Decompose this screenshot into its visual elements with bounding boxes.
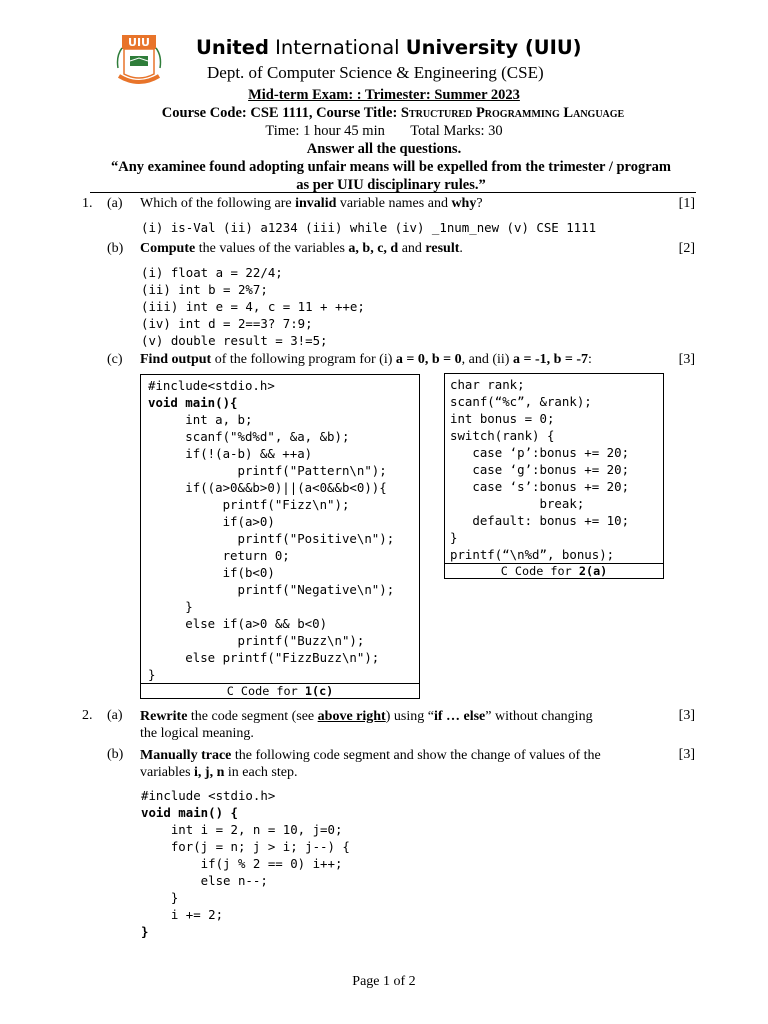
code-line: else if(a>0 && b<0) [148,616,328,631]
question-2b-label: (b) [107,747,124,762]
question-2b-marks: [3] [678,747,695,762]
question-1b-marks: [2] [678,241,695,256]
answer-all-instruction: Answer all the questions. [306,141,462,157]
code-line: } [450,530,458,545]
code-line: } [141,890,179,905]
code-line: scanf(“%c”, &rank); [450,394,592,409]
code-line: if((a>0&&b>0)||(a<0&&b<0)){ [148,480,387,495]
code-line: void main(){ [148,395,238,410]
uiu-logo [116,34,186,94]
code-line: (i) float a = 22/4; [141,265,283,280]
question-2a-text [140,708,665,742]
university-title: United International University (UIU) [196,36,582,59]
code-line: char rank; [450,377,525,392]
code-line: if(b<0) [148,565,275,580]
code-line: case ‘s’:bonus += 20; [450,479,630,494]
code-line: } [141,924,149,939]
code-line: int a, b; [148,412,253,427]
code-line: #include <stdio.h> [141,788,276,803]
question-1c-marks: [3] [678,352,695,367]
question-1c-text: Find output of the following program for (i) a = 0, b = 0, and (ii) a = -1, b = -7: [140,352,592,367]
code-line: printf("Pattern\n"); [148,463,387,478]
question-2b-text [140,747,665,781]
code-line: i += 2; [141,907,224,922]
code-line: if(j % 2 == 0) i++; [141,856,343,871]
code-line: printf("Fizz\n"); [148,497,350,512]
question-1b-code [141,264,365,349]
code-line: (ii) int b = 2%7; [141,282,268,297]
code-line: (v) double result = 3!=5; [141,333,328,348]
code-line: (iv) int d = 2==3? 7:9; [141,316,313,331]
code-line: else printf("FizzBuzz\n"); [148,650,380,665]
code-line: scanf("%d%d", &a, &b); [148,429,350,444]
code-box-2a [444,373,664,579]
code-line: if(!(a-b) && ++a) [148,446,313,461]
code-line: printf("Positive\n"); [148,531,395,546]
code-line: break; [450,496,585,511]
code-1c-caption: C Code for 1(c) [141,683,419,698]
code-line: } [148,599,193,614]
page-number: Page 1 of 2 [352,974,416,989]
code-line: for(j = n; j > i; j--) { [141,839,350,854]
question-2a-marks: [3] [678,708,695,723]
question-2b-code [141,787,350,940]
code-line: int i = 2, n = 10, j=0; [141,822,343,837]
question-2-number: 2. [82,708,93,723]
department-name: Dept. of Computer Science & Engineering (CSE) [207,63,544,82]
question-2b-line2: variables i, j, n in each step. [140,765,298,780]
disciplinary-warning: “Any examinee found adopting unfair means will be expelled from the trimester / program as per UIU disciplinary rules.” [111,159,671,193]
code-line: default: bonus += 10; [450,513,630,528]
question-1-number: 1. [82,196,93,211]
question-2a-line1: Rewrite the code segment (see above right) using “if … else” without changing [140,709,593,724]
code-2a-body [445,374,663,563]
code-line: void main() { [141,805,238,820]
code-line: case ‘p’:bonus += 20; [450,445,630,460]
code-line: #include<stdio.h> [148,378,275,393]
question-1a-text: Which of the following are invalid variable names and why? [140,196,483,211]
code-line: case ‘g’:bonus += 20; [450,462,630,477]
code-line: return 0; [148,548,290,563]
time-marks-line: Time: 1 hour 45 min Total Marks: 30 [265,123,503,139]
question-1c-label: (c) [107,352,123,367]
code-box-1c [140,374,420,699]
question-1a-marks: [1] [678,196,695,211]
code-line: else n--; [141,873,268,888]
question-1a-code: (i) is-Val (ii) a1234 (iii) while (iv) _1num_new (v) CSE 1111 [141,220,597,235]
code-2a-caption: C Code for 2(a) [445,563,663,578]
exam-title: Mid-term Exam: : Trimester: Summer 2023 [248,87,520,103]
svg-text:UIU: UIU [128,36,150,49]
course-line: Course Code: CSE 1111, Course Title: Structured Programming Language [161,105,625,121]
code-line: int bonus = 0; [450,411,555,426]
question-2a-line2: the logical meaning. [140,726,254,741]
code-line: printf("Buzz\n"); [148,633,365,648]
code-line: if(a>0) [148,514,275,529]
code-line: printf("Negative\n"); [148,582,395,597]
code-line: switch(rank) { [450,428,555,443]
code-line: } [148,667,156,682]
question-2a-label: (a) [107,708,123,723]
header-divider [90,192,696,193]
code-line: (iii) int e = 4, c = 11 + ++e; [141,299,365,314]
code-line: printf(“\n%d”, bonus); [450,547,615,562]
question-1b-text: Compute the values of the variables a, b, c, d and result. [140,241,463,256]
question-1b-label: (b) [107,241,124,256]
question-1a-label: (a) [107,196,123,211]
code-1c-body [141,375,419,683]
question-2b-line1: Manually trace the following code segment and show the change of values of the [140,748,601,763]
